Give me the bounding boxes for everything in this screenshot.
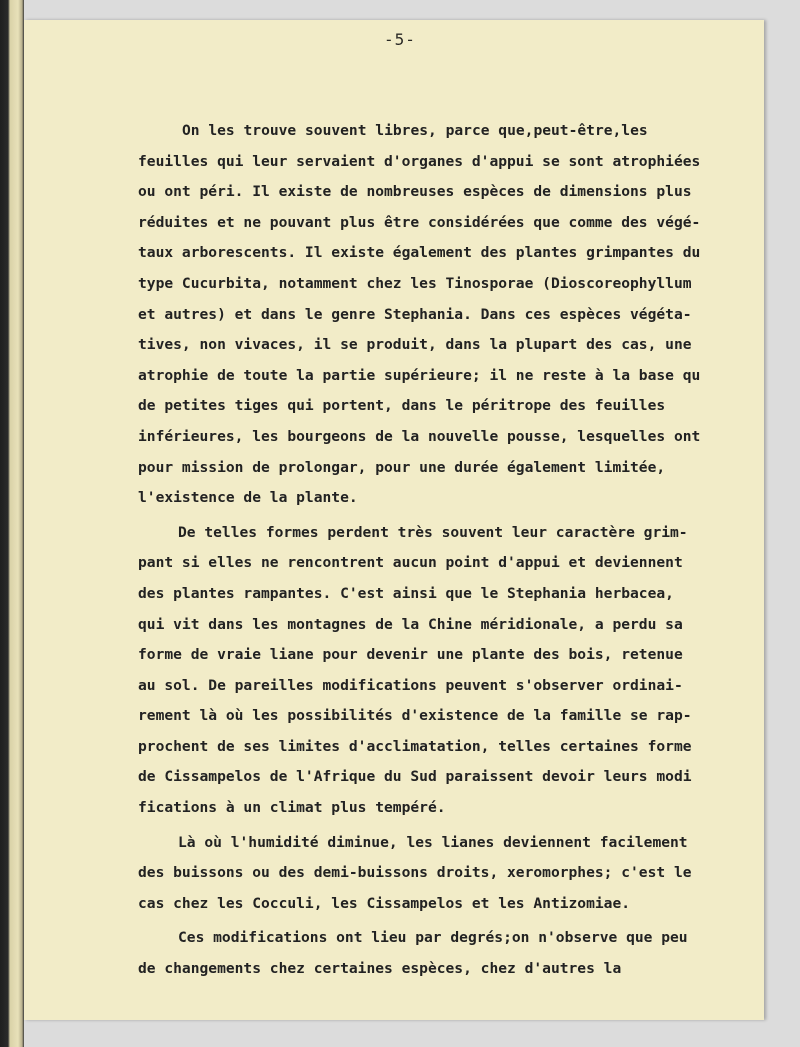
paragraph-1	[138, 116, 758, 514]
text-line: qui vit dans les montagnes de la Chine méridionale, a perdu sa	[138, 615, 683, 633]
body-text	[138, 116, 758, 985]
text-line: et autres) et dans le genre Stephania. Dans ces espèces végéta-	[138, 305, 692, 323]
text-line: On les trouve souvent libres, parce que,peut-être,les	[182, 122, 648, 139]
text-line: De telles formes perdent très souvent leur caractère grim-	[178, 523, 688, 541]
text-line: Là où l'humidité diminue, les lianes deviennent facilement	[178, 833, 688, 851]
binding-edge	[0, 0, 24, 1047]
document-page	[24, 20, 764, 1020]
text-line: de petites tiges qui portent, dans le péritrope des feuilles	[138, 397, 666, 415]
text-line: des buissons ou des demi-buissons droits, xeromorphes; c'est le	[138, 864, 692, 882]
text-line: fications à un climat plus tempéré.	[138, 799, 446, 817]
text-line: réduites et ne pouvant plus être considérées que comme des végé-	[138, 213, 701, 231]
text-line: des plantes rampantes. C'est ainsi que le Stephania herbacea,	[138, 584, 674, 602]
text-line: ou ont péri. Il existe de nombreuses espèces de dimensions plus	[138, 183, 692, 201]
text-line: cas chez les Cocculi, les Cissampelos et les Antizomiae.	[138, 894, 631, 912]
paragraph-3	[138, 828, 758, 920]
text-line: de Cissampelos de l'Afrique du Sud paraissent devoir leurs modi	[138, 768, 692, 786]
paragraph-4	[138, 923, 758, 984]
text-line: pour mission de prolongar, pour une durée également limitée,	[138, 458, 666, 476]
text-line: feuilles qui leur servaient d'organes d'appui se sont atrophiées	[138, 152, 701, 170]
paragraph-2	[138, 518, 758, 824]
text-line: taux arborescents. Il existe également des plantes grimpantes du	[138, 244, 701, 262]
text-line: au sol. De pareilles modifications peuvent s'observer ordinai-	[138, 676, 683, 694]
text-line: tives, non vivaces, il se produit, dans la plupart des cas, une	[138, 336, 692, 354]
text-line: de changements chez certaines espèces, chez d'autres la	[138, 960, 622, 978]
text-line: l'existence de la plante.	[138, 489, 358, 507]
text-line: Ces modifications ont lieu par degrés;on n'observe que peu	[178, 929, 688, 947]
text-line: type Cucurbita, notamment chez les Tinosporae (Dioscoreophyllum	[138, 274, 692, 292]
text-line: forme de vraie liane pour devenir une plante des bois, retenue	[138, 646, 683, 664]
page-number: -5-	[384, 30, 416, 49]
text-line: atrophie de toute la partie supérieure; il ne reste à la base qu	[138, 366, 701, 384]
text-line: prochent de ses limites d'acclimatation, telles certaines forme	[138, 737, 692, 755]
text-line: pant si elles ne rencontrent aucun point d'appui et deviennent	[138, 554, 683, 572]
text-line: inférieures, les bourgeons de la nouvelle pousse, lesquelles ont	[138, 427, 701, 445]
text-line: rement là où les possibilités d'existence de la famille se rap-	[138, 707, 692, 725]
